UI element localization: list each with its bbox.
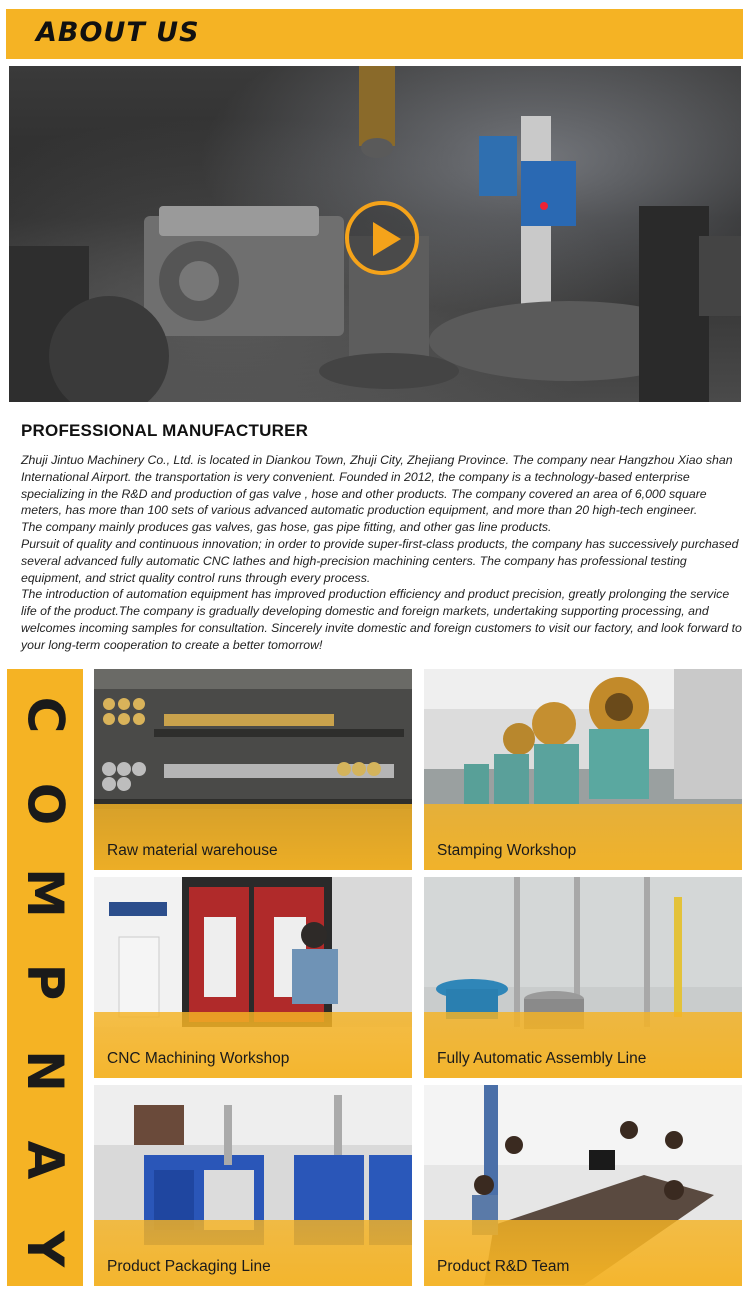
company-intro: [21, 452, 745, 654]
company-letter: A: [15, 1140, 74, 1180]
company-letter: C: [15, 696, 74, 734]
tile-label-band: [424, 1220, 742, 1286]
gallery-tile-stamping-workshop[interactable]: [424, 669, 742, 870]
company-letter: Y: [16, 1230, 74, 1268]
tile-label: Fully Automatic Assembly Line: [437, 1050, 647, 1067]
tile-label: Raw material warehouse: [107, 842, 278, 859]
tile-label: Product Packaging Line: [107, 1258, 271, 1275]
company-letter: P: [16, 963, 74, 1001]
tile-label: CNC Machining Workshop: [107, 1050, 290, 1067]
gallery-tile-product-packaging-line[interactable]: [94, 1085, 412, 1286]
tile-label-band: [94, 1012, 412, 1078]
company-letter: N: [15, 1050, 74, 1092]
play-button[interactable]: [345, 201, 419, 275]
company-letter: O: [15, 782, 74, 826]
intro-paragraph: Zhuji Jintuo Machinery Co., Ltd. is located in Diankou Town, Zhuji City, Zhejiang Province. The company near Hangzhou Xiao shan International Airport. the transportation is very convenient. Founded in 2012, the company is a technology-based enterprise specializing in the R&D and production of gas valve , hose and other products. The company covered an area of 6,000 square meters, has more than 100 sets of various advanced automatic production equipment, and more than 20 high-tech engineer.: [21, 453, 733, 518]
tile-label-band: [94, 1220, 412, 1286]
gallery-tile-fully-automatic-assembly-line[interactable]: [424, 877, 742, 1078]
tile-label: Stamping Workshop: [437, 842, 577, 859]
gallery-tile-product-rd-team[interactable]: [424, 1085, 742, 1286]
intro-paragraph: The company mainly produces gas valves, gas hose, gas pipe fitting, and other gas line products.: [21, 520, 552, 535]
tile-label-band: [94, 804, 412, 870]
play-icon: [373, 222, 401, 256]
hero-video[interactable]: [9, 66, 741, 402]
company-letters: [7, 687, 83, 1277]
company-sidebar: [7, 669, 83, 1286]
gallery-tile-cnc-machining-workshop[interactable]: [94, 877, 412, 1078]
tile-label-band: [424, 804, 742, 870]
gallery-tile-raw-material-warehouse[interactable]: [94, 669, 412, 870]
tile-label-band: [424, 1012, 742, 1078]
intro-paragraph: Pursuit of quality and continuous innovation; in order to provide super-first-class products, the company has successively purchased several advanced fully automatic CNC lathes and high-precision machining centers. The company has professional testing equipment, and strict quality control runs through every process.: [21, 536, 739, 585]
intro-paragraph: The introduction of automation equipment has improved production efficiency and product precision, greatly prolonging the service life of the product.The company is gradually developing domestic and foreign markets, undertaking supporting processing, and welcomes incoming samples for consultation. Sincerely invite domestic and foreign customers to visit our factory, and look forward to your long-term cooperation to create a better tomorrow!: [21, 587, 742, 652]
section-title: PROFESSIONAL MANUFACTURER: [21, 421, 309, 440]
about-us-banner: [6, 9, 743, 59]
company-letter: M: [15, 868, 74, 918]
about-us-title: ABOUT US: [36, 17, 200, 48]
tile-label: Product R&D Team: [437, 1258, 570, 1275]
